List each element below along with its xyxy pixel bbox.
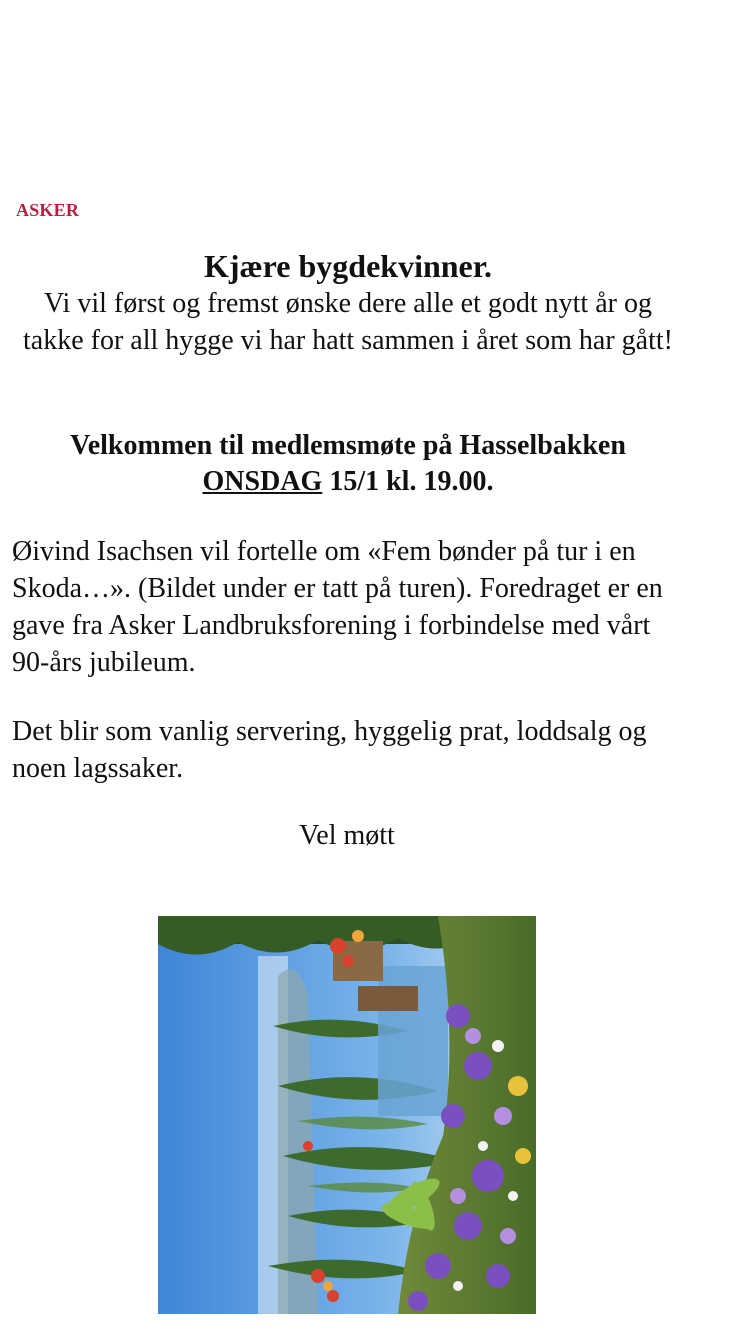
org-label: ASKER [16, 200, 80, 220]
closing-text: Vel møtt [299, 820, 395, 851]
meeting-invitation [0, 428, 696, 500]
intro-text: Vi vil først og fremst ønske dere alle et godt nytt år og takke for all hygge vi har hatt sammen i året som har gått! [22, 288, 673, 356]
meeting-time: 15/1 kl. 19.00. [322, 466, 494, 497]
garden-photo [158, 916, 536, 1314]
agenda-text: Det blir som vanlig servering, hyggelig prat, loddsalg og noen lagssaker. [12, 716, 647, 784]
meeting-day: ONSDAG [202, 466, 323, 497]
talk-description: Øivind Isachsen vil fortelle om «Fem bønder på tur i en Skoda…». (Bildet under er tatt på turen). Foredraget er en gave fra Asker Landbruksforening i forbindelse med vårt 90-års jubileum. [12, 536, 663, 678]
invitation-line: Velkommen til medlemsmøte på Hasselbakken [70, 430, 626, 461]
greeting-heading: Kjære bygdekvinner. [203, 248, 493, 284]
